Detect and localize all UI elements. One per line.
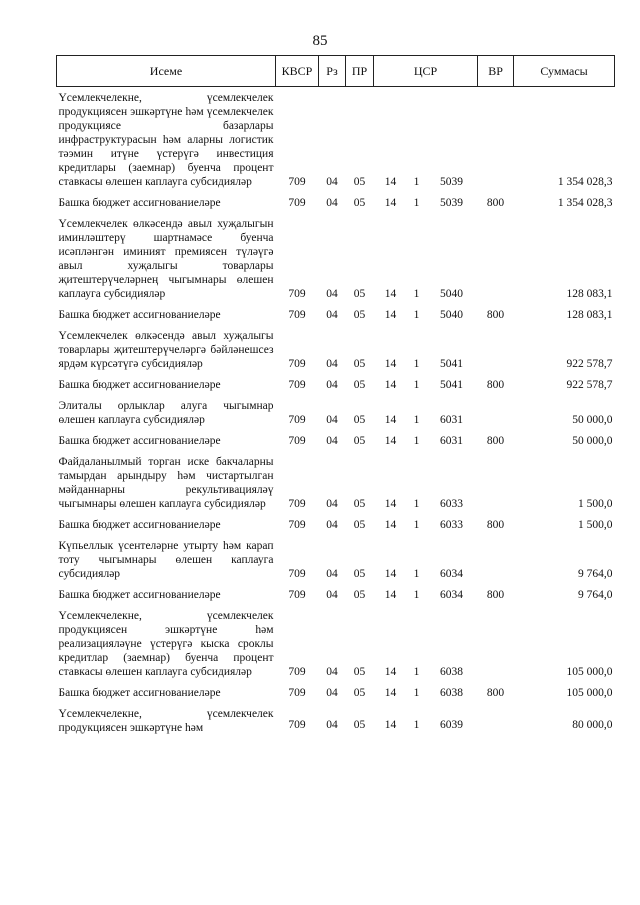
header-amount: Суммасы [514,56,615,87]
table-row [57,374,615,395]
row-rz: 04 [326,309,338,321]
row-name: Үсемлекчелек өлкәсендә авыл хуҗалыгын иминләштерү шартнамәсе буенча исәпләнгән иминият премиясен түләүгә авыл хуҗалыгы товарлары җитештерүчеләрнең чыгымнары өлешен каплауга субсидияләр [58,218,274,300]
row-csr-code: 5041 [440,358,464,370]
row-vr: 800 [486,435,505,447]
header-pr: ПР [346,56,374,87]
row-pr: 05 [353,719,366,731]
table-row [57,304,615,325]
row-kvsr: 709 [288,589,306,601]
row-vr [478,703,514,735]
row-rz: 04 [326,358,338,370]
row-csr-code: 6033 [440,519,464,531]
row-csr-code: 6039 [440,719,464,731]
row-amount: 50 000,0 [572,414,613,426]
page-number: 85 [312,33,328,49]
row-pr: 05 [353,687,366,699]
header-vr: ВР [478,56,514,87]
row-csr-program: 14 [384,687,397,699]
row-csr-subprogram: 1 [413,288,420,300]
row-csr-code: 5040 [440,309,464,321]
row-rz: 04 [326,379,338,391]
row-vr [478,605,514,682]
row-rz: 04 [326,519,338,531]
table-row [57,395,615,430]
row-name: Башка бюджет ассигнованиеләре [58,379,221,391]
row-kvsr: 709 [288,176,306,188]
row-kvsr: 709 [288,666,306,678]
row-kvsr: 709 [288,519,306,531]
row-csr-subprogram: 1 [413,309,420,321]
row-csr-program: 14 [384,288,397,300]
row-csr-code: 5040 [440,288,464,300]
row-kvsr: 709 [288,379,306,391]
table-row [57,682,615,703]
row-csr-code: 6038 [440,666,464,678]
row-csr-subprogram: 1 [413,687,420,699]
row-name: Башка бюджет ассигнованиеләре [58,519,221,531]
row-name: Күпьеллык үсентеләрне утырту һәм карап тоту чыгымнары өлешен каплауга субсидияләр [58,540,274,580]
row-pr: 05 [353,568,366,580]
row-csr-program: 14 [384,666,397,678]
header-name: Исеме [57,56,276,87]
row-name: Файдаланылмый торган иске бакчаларны тамырдан арындыру һәм чистартылган мәйданнарны рекультивацияләү чыгымнары өлешен каплауга субсидияләр [58,456,274,510]
row-pr: 05 [353,358,366,370]
row-pr: 05 [353,288,366,300]
row-name: Үсемлекчелекне, үсемлекчелек продукциясен эшкәртүне һәм үсемлекчелек продукциясе базарлары инфраструктурасын һәм аларны логистик тәэмин итүне үстерүгә инвестиция кредитлары (заемнар) буенча процент ставкасы өлешен каплауга субсидияләр [58,92,274,188]
row-vr: 800 [486,687,505,699]
row-kvsr: 709 [288,687,306,699]
row-name: Элиталы орлыклар алуга чыгымнар өлешен каплауга субсидияләр [58,400,274,426]
row-kvsr: 709 [288,358,306,370]
table-row [57,430,615,451]
row-pr: 05 [353,176,366,188]
table-row [57,192,615,213]
row-pr: 05 [353,379,366,391]
row-kvsr: 709 [288,288,306,300]
row-rz: 04 [326,568,338,580]
row-pr: 05 [353,435,366,447]
row-csr-program: 14 [384,309,397,321]
row-name: Үсемлекчелек өлкәсендә авыл хуҗалыгы товарлары җитештерүчеләргә бәйләнешсез ярдәм күрсәтүгә субсидияләр [58,330,274,370]
row-csr-program: 14 [384,197,397,209]
row-csr-code: 6038 [440,687,464,699]
row-csr-program: 14 [384,498,397,510]
row-pr: 05 [353,197,366,209]
row-amount: 105 000,0 [566,687,613,699]
row-vr: 800 [486,309,505,321]
row-rz: 04 [326,498,338,510]
row-rz: 04 [326,288,338,300]
table-row [57,703,615,735]
table-row [57,325,615,374]
row-name: Башка бюджет ассигнованиеләре [58,435,221,447]
row-csr-subprogram: 1 [413,414,420,426]
table-row [57,87,615,193]
row-csr-subprogram: 1 [413,519,420,531]
row-vr: 800 [486,379,505,391]
row-csr-subprogram: 1 [413,498,420,510]
row-csr-subprogram: 1 [413,719,420,731]
row-csr-program: 14 [384,435,397,447]
row-vr [478,213,514,304]
row-amount: 50 000,0 [572,435,613,447]
row-csr-program: 14 [384,379,397,391]
table-row [57,213,615,304]
row-csr-subprogram: 1 [413,176,420,188]
row-csr-subprogram: 1 [413,435,420,447]
row-csr-program: 14 [384,568,397,580]
row-csr-program: 14 [384,176,397,188]
row-csr-code: 5041 [440,379,464,391]
row-pr: 05 [353,414,366,426]
row-amount: 9 764,0 [578,589,613,601]
row-amount: 1 500,0 [578,519,613,531]
row-csr-program: 14 [384,358,397,370]
header-csr: ЦСР [374,56,478,87]
row-csr-subprogram: 1 [413,197,420,209]
row-name: Башка бюджет ассигнованиеләре [58,309,221,321]
row-amount: 128 083,1 [566,309,613,321]
row-name: Башка бюджет ассигнованиеләре [58,589,221,601]
row-kvsr: 709 [288,414,306,426]
header-kvsr: КВСР [276,56,319,87]
row-kvsr: 709 [288,309,306,321]
row-rz: 04 [326,666,338,678]
row-csr-code: 5039 [440,197,464,209]
row-kvsr: 709 [288,568,306,580]
table-header-row [57,56,615,87]
row-kvsr: 709 [288,435,306,447]
row-pr: 05 [353,589,366,601]
row-amount: 80 000,0 [572,719,613,731]
table-row [57,514,615,535]
row-kvsr: 709 [288,719,306,731]
row-rz: 04 [326,197,338,209]
row-csr-subprogram: 1 [413,379,420,391]
budget-table [56,55,615,735]
table-row [57,605,615,682]
row-vr [478,535,514,584]
row-csr-code: 6031 [440,435,464,447]
row-vr [478,87,514,193]
table-row [57,535,615,584]
row-csr-code: 6033 [440,498,464,510]
row-vr [478,395,514,430]
row-csr-code: 6031 [440,414,464,426]
row-amount: 128 083,1 [566,288,613,300]
row-amount: 1 354 028,3 [557,197,613,209]
row-vr: 800 [486,519,505,531]
row-csr-subprogram: 1 [413,589,420,601]
table-row [57,584,615,605]
row-rz: 04 [326,687,338,699]
row-pr: 05 [353,309,366,321]
row-csr-program: 14 [384,519,397,531]
row-name: Үсемлекчелекне, үсемлекчелек продукциясен эшкәртүне һәм [58,708,274,734]
row-name: Башка бюджет ассигнованиеләре [58,687,221,699]
row-rz: 04 [326,435,338,447]
row-csr-program: 14 [384,414,397,426]
row-pr: 05 [353,666,366,678]
row-kvsr: 709 [288,197,306,209]
row-rz: 04 [326,589,338,601]
table-row [57,451,615,514]
row-csr-code: 5039 [440,176,464,188]
row-amount: 922 578,7 [566,358,613,370]
row-amount: 105 000,0 [566,666,613,678]
header-rz: Рз [319,56,346,87]
row-vr: 800 [486,589,505,601]
row-csr-program: 14 [384,589,397,601]
row-rz: 04 [326,719,338,731]
row-name: Башка бюджет ассигнованиеләре [58,197,221,209]
row-rz: 04 [326,176,338,188]
row-csr-code: 6034 [440,589,464,601]
row-vr [478,325,514,374]
row-amount: 1 354 028,3 [557,176,613,188]
row-vr: 800 [486,197,505,209]
row-name: Үсемлекчелекне, үсемлекчелек продукциясен эшкәртүне һәм реализацияләүне үстерүгә кыска сроклы кредитлар (заемнар) буенча процент ставкасы өлешен каплауга субсидияләр [58,610,274,678]
row-csr-subprogram: 1 [413,358,420,370]
row-csr-subprogram: 1 [413,666,420,678]
row-pr: 05 [353,519,366,531]
row-csr-program: 14 [384,719,397,731]
row-vr [478,451,514,514]
row-amount: 9 764,0 [578,568,613,580]
row-rz: 04 [326,414,338,426]
row-amount: 1 500,0 [578,498,613,510]
row-pr: 05 [353,498,366,510]
row-csr-subprogram: 1 [413,568,420,580]
row-csr-code: 6034 [440,568,464,580]
row-kvsr: 709 [288,498,306,510]
row-amount: 922 578,7 [566,379,613,391]
